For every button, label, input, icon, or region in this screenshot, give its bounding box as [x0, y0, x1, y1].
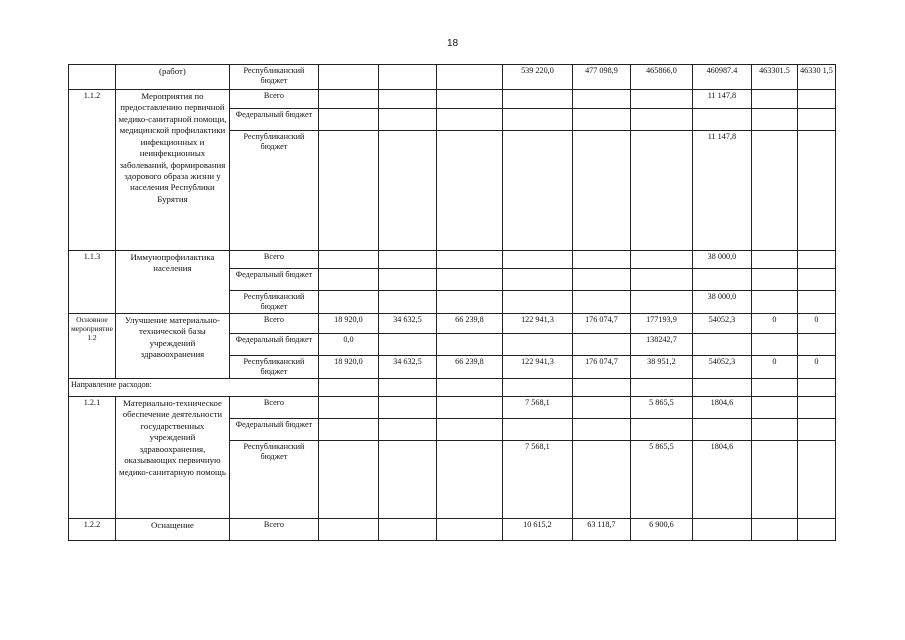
value-cell: 38 951,2: [630, 356, 692, 379]
value-cell: 477 098,9: [572, 65, 630, 90]
value-cell: [318, 441, 378, 519]
value-cell: [378, 65, 436, 90]
value-cell: 38 000,0: [692, 291, 751, 314]
value-cell: 66 239,8: [436, 356, 502, 379]
value-cell: [797, 441, 835, 519]
value-cell: 0: [797, 356, 835, 379]
code-cell: 1.1.3: [69, 251, 116, 314]
funding-source-cell: Федеральный бюджет: [229, 109, 318, 131]
funding-source-cell: Всего: [229, 397, 318, 419]
value-cell: 463301.5: [751, 65, 797, 90]
measure-name-cell: Мероприятия по предоставлению первичной медико-санитарной помощи, медицинской профилактики инфекционных и неинфекционных заболеваний, формирования здорового образа жизни у населения Республики Бурятия: [115, 90, 229, 251]
value-cell: [692, 334, 751, 356]
value-cell: 34 632,5: [378, 314, 436, 334]
measure-name-cell: Материально-техническое обеспечение деятельности государственных учреждений здравоохранения, оказывающих первичную медико-санитарную помощь: [115, 397, 229, 519]
value-cell: 7 568,1: [502, 441, 572, 519]
value-cell: 177193,9: [630, 314, 692, 334]
value-cell: [378, 334, 436, 356]
value-cell: [572, 334, 630, 356]
value-cell: 0,0: [318, 334, 378, 356]
value-cell: [318, 519, 378, 541]
table-row: [69, 90, 836, 109]
value-cell: [692, 519, 751, 541]
measure-name-cell: Иммунопрофилактика населения: [115, 251, 229, 314]
value-cell: [436, 65, 502, 90]
code-cell: 1.2.2: [69, 519, 116, 541]
value-cell: 176 074,7: [572, 314, 630, 334]
funding-source-cell: Республиканский бюджет: [229, 131, 318, 251]
value-cell: [378, 519, 436, 541]
code-cell: [69, 65, 116, 90]
funding-source-cell: Республиканский бюджет: [229, 291, 318, 314]
value-cell: [797, 519, 835, 541]
funding-source-cell: Федеральный бюджет: [229, 269, 318, 291]
value-cell: [751, 441, 797, 519]
value-cell: 138242,7: [630, 334, 692, 356]
value-cell: 11 147,8: [692, 131, 751, 251]
value-cell: [751, 397, 797, 419]
value-cell: 66 239,8: [436, 314, 502, 334]
value-cell: 63 118,7: [572, 519, 630, 541]
value-cell: [797, 334, 835, 356]
funding-source-cell: Федеральный бюджет: [229, 334, 318, 356]
funding-source-cell: Республиканский бюджет: [229, 356, 318, 379]
budget-table: [68, 64, 836, 541]
value-cell: 38 000,0: [692, 251, 751, 269]
value-cell: 46330 1,5: [797, 65, 835, 90]
table-row: [69, 519, 836, 541]
code-cell: 1.2.1: [69, 397, 116, 519]
funding-source-cell: Всего: [229, 519, 318, 541]
value-cell: [318, 65, 378, 90]
value-cell: [572, 397, 630, 419]
measure-name-cell: (работ): [115, 65, 229, 90]
value-cell: [318, 397, 378, 419]
value-cell: 0: [751, 314, 797, 334]
value-cell: [436, 397, 502, 419]
value-cell: [436, 519, 502, 541]
value-cell: [502, 334, 572, 356]
value-cell: 122 941,3: [502, 314, 572, 334]
funding-source-cell: Всего: [229, 314, 318, 334]
value-cell: 460987.4: [692, 65, 751, 90]
value-cell: [797, 397, 835, 419]
section-heading: Направление расходов:: [69, 379, 319, 397]
value-cell: 0: [751, 356, 797, 379]
code-cell: 1.1.2: [69, 90, 116, 251]
value-cell: [436, 334, 502, 356]
value-cell: [572, 441, 630, 519]
measure-name-cell: Оснащение: [115, 519, 229, 541]
value-cell: 18 920,0: [318, 356, 378, 379]
value-cell: 465866,0: [630, 65, 692, 90]
value-cell: 1804,6: [692, 441, 751, 519]
table-row: [69, 397, 836, 419]
value-cell: 122 941,3: [502, 356, 572, 379]
value-cell: 0: [797, 314, 835, 334]
page-number: 18: [446, 38, 459, 49]
value-cell: 18 920,0: [318, 314, 378, 334]
funding-source-cell: Федеральный бюджет: [229, 419, 318, 441]
table-row: [69, 251, 836, 269]
value-cell: 7 568,1: [502, 397, 572, 419]
value-cell: 6 900,6: [630, 519, 692, 541]
value-cell: [751, 519, 797, 541]
value-cell: 539 220,0: [502, 65, 572, 90]
value-cell: 11 147,8: [692, 90, 751, 109]
value-cell: 176 074,7: [572, 356, 630, 379]
value-cell: 34 632,5: [378, 356, 436, 379]
funding-source-cell: Республиканский бюджет: [229, 65, 318, 90]
table-row: [69, 65, 836, 90]
value-cell: [436, 441, 502, 519]
value-cell: 54052,3: [692, 314, 751, 334]
funding-source-cell: Республиканский бюджет: [229, 441, 318, 519]
value-cell: [378, 441, 436, 519]
value-cell: 10 615,2: [502, 519, 572, 541]
table-row: [69, 314, 836, 334]
value-cell: 54052,3: [692, 356, 751, 379]
measure-name-cell: Улучшение материально-технической базы учреждений здравоохранения: [115, 314, 229, 379]
value-cell: 5 865,5: [630, 441, 692, 519]
value-cell: [751, 334, 797, 356]
value-cell: 1804,6: [692, 397, 751, 419]
funding-source-cell: Всего: [229, 90, 318, 109]
code-cell: Основное мероприятие 1.2: [69, 314, 116, 379]
value-cell: 5 865,5: [630, 397, 692, 419]
funding-source-cell: Всего: [229, 251, 318, 269]
value-cell: [378, 397, 436, 419]
table-row: [69, 379, 836, 397]
